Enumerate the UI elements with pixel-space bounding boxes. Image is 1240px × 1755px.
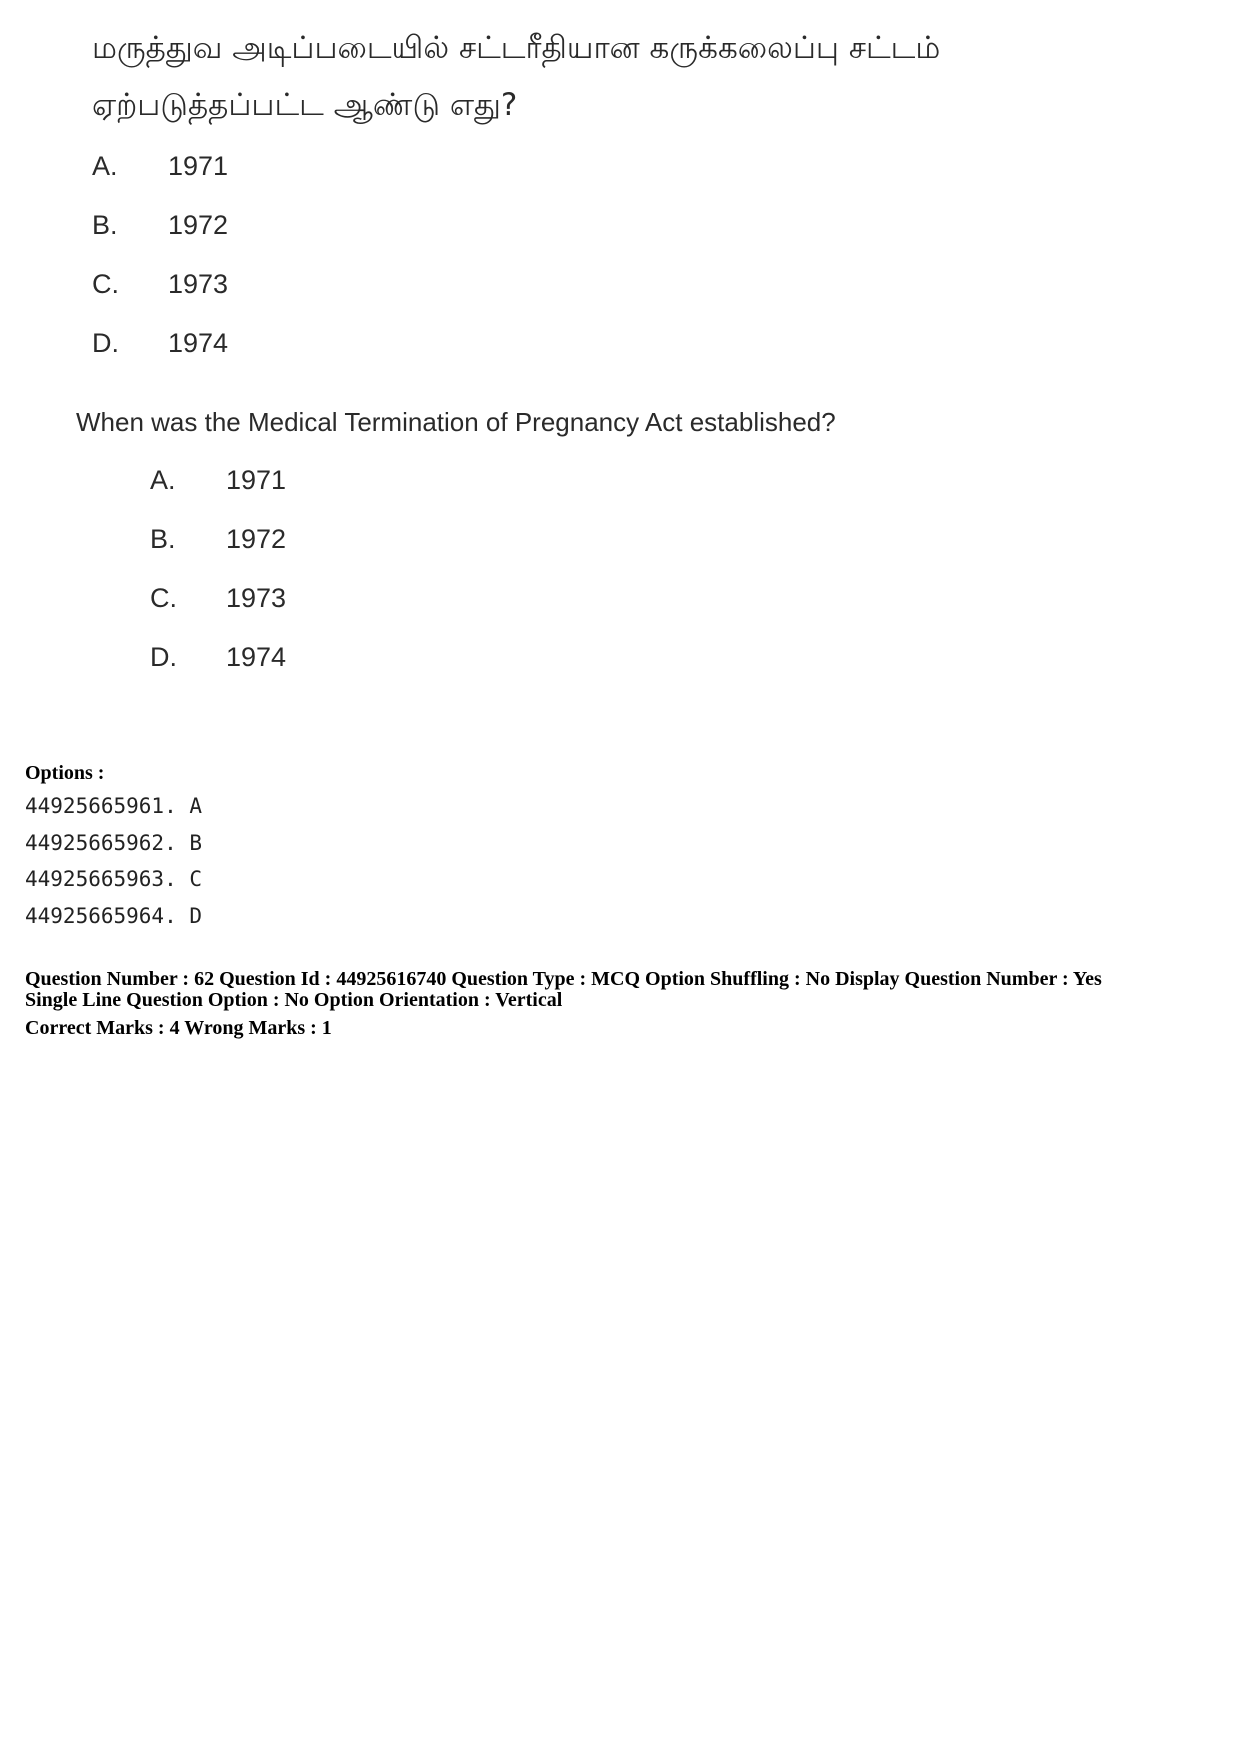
option-value: 1973 bbox=[168, 269, 229, 299]
option-value: 1973 bbox=[226, 583, 287, 613]
question-meta-line: Single Line Question Option : No Option Orientation : Vertical bbox=[25, 989, 563, 1011]
option-value: 1971 bbox=[168, 151, 229, 181]
option-id-item: 44925665961. A bbox=[25, 794, 203, 818]
question-text-tamil: மருத்துவ அடிப்படையில் சட்டரீதியான கருக்கலைப்பு சட்டம் ஏற்படுத்தப்பட்ட ஆண்டு எது? bbox=[92, 30, 941, 123]
option-value: 1974 bbox=[168, 328, 229, 358]
option-letter: C. bbox=[92, 269, 119, 299]
option-id-list bbox=[25, 788, 202, 934]
options-heading: Options : bbox=[25, 762, 105, 784]
option-value: 1971 bbox=[226, 465, 287, 495]
option-letter: A. bbox=[150, 465, 176, 495]
option-letter: D. bbox=[92, 328, 119, 358]
option-id-item: 44925665964. D bbox=[25, 903, 203, 928]
english-option-c bbox=[150, 583, 286, 642]
english-option-a bbox=[150, 465, 286, 524]
marks-line: Correct Marks : 4 Wrong Marks : 1 bbox=[25, 1017, 332, 1039]
tamil-option-d bbox=[92, 328, 228, 387]
english-options-list bbox=[150, 465, 286, 701]
tamil-option-a bbox=[92, 151, 228, 210]
option-value: 1972 bbox=[226, 524, 287, 554]
tamil-option-c bbox=[92, 269, 228, 328]
option-id-item: 44925665962. B bbox=[25, 830, 203, 855]
option-value: 1972 bbox=[168, 210, 229, 240]
option-letter: B. bbox=[92, 210, 118, 240]
option-letter: C. bbox=[150, 583, 177, 613]
option-id-item: 44925665963. C bbox=[25, 867, 203, 891]
option-letter: D. bbox=[150, 642, 177, 672]
option-letter: B. bbox=[150, 524, 176, 554]
english-option-b bbox=[150, 524, 286, 583]
question-meta-line: Question Number : 62 Question Id : 44925616740 Question Type : MCQ Option Shuffling : No Display Question Number : Yes bbox=[25, 968, 1102, 990]
option-value: 1974 bbox=[226, 642, 287, 672]
english-option-d bbox=[150, 642, 286, 701]
question-text-english: When was the Medical Termination of Pregnancy Act established? bbox=[76, 407, 836, 437]
option-letter: A. bbox=[92, 151, 118, 181]
tamil-options-list bbox=[92, 151, 228, 387]
tamil-option-b bbox=[92, 210, 228, 269]
